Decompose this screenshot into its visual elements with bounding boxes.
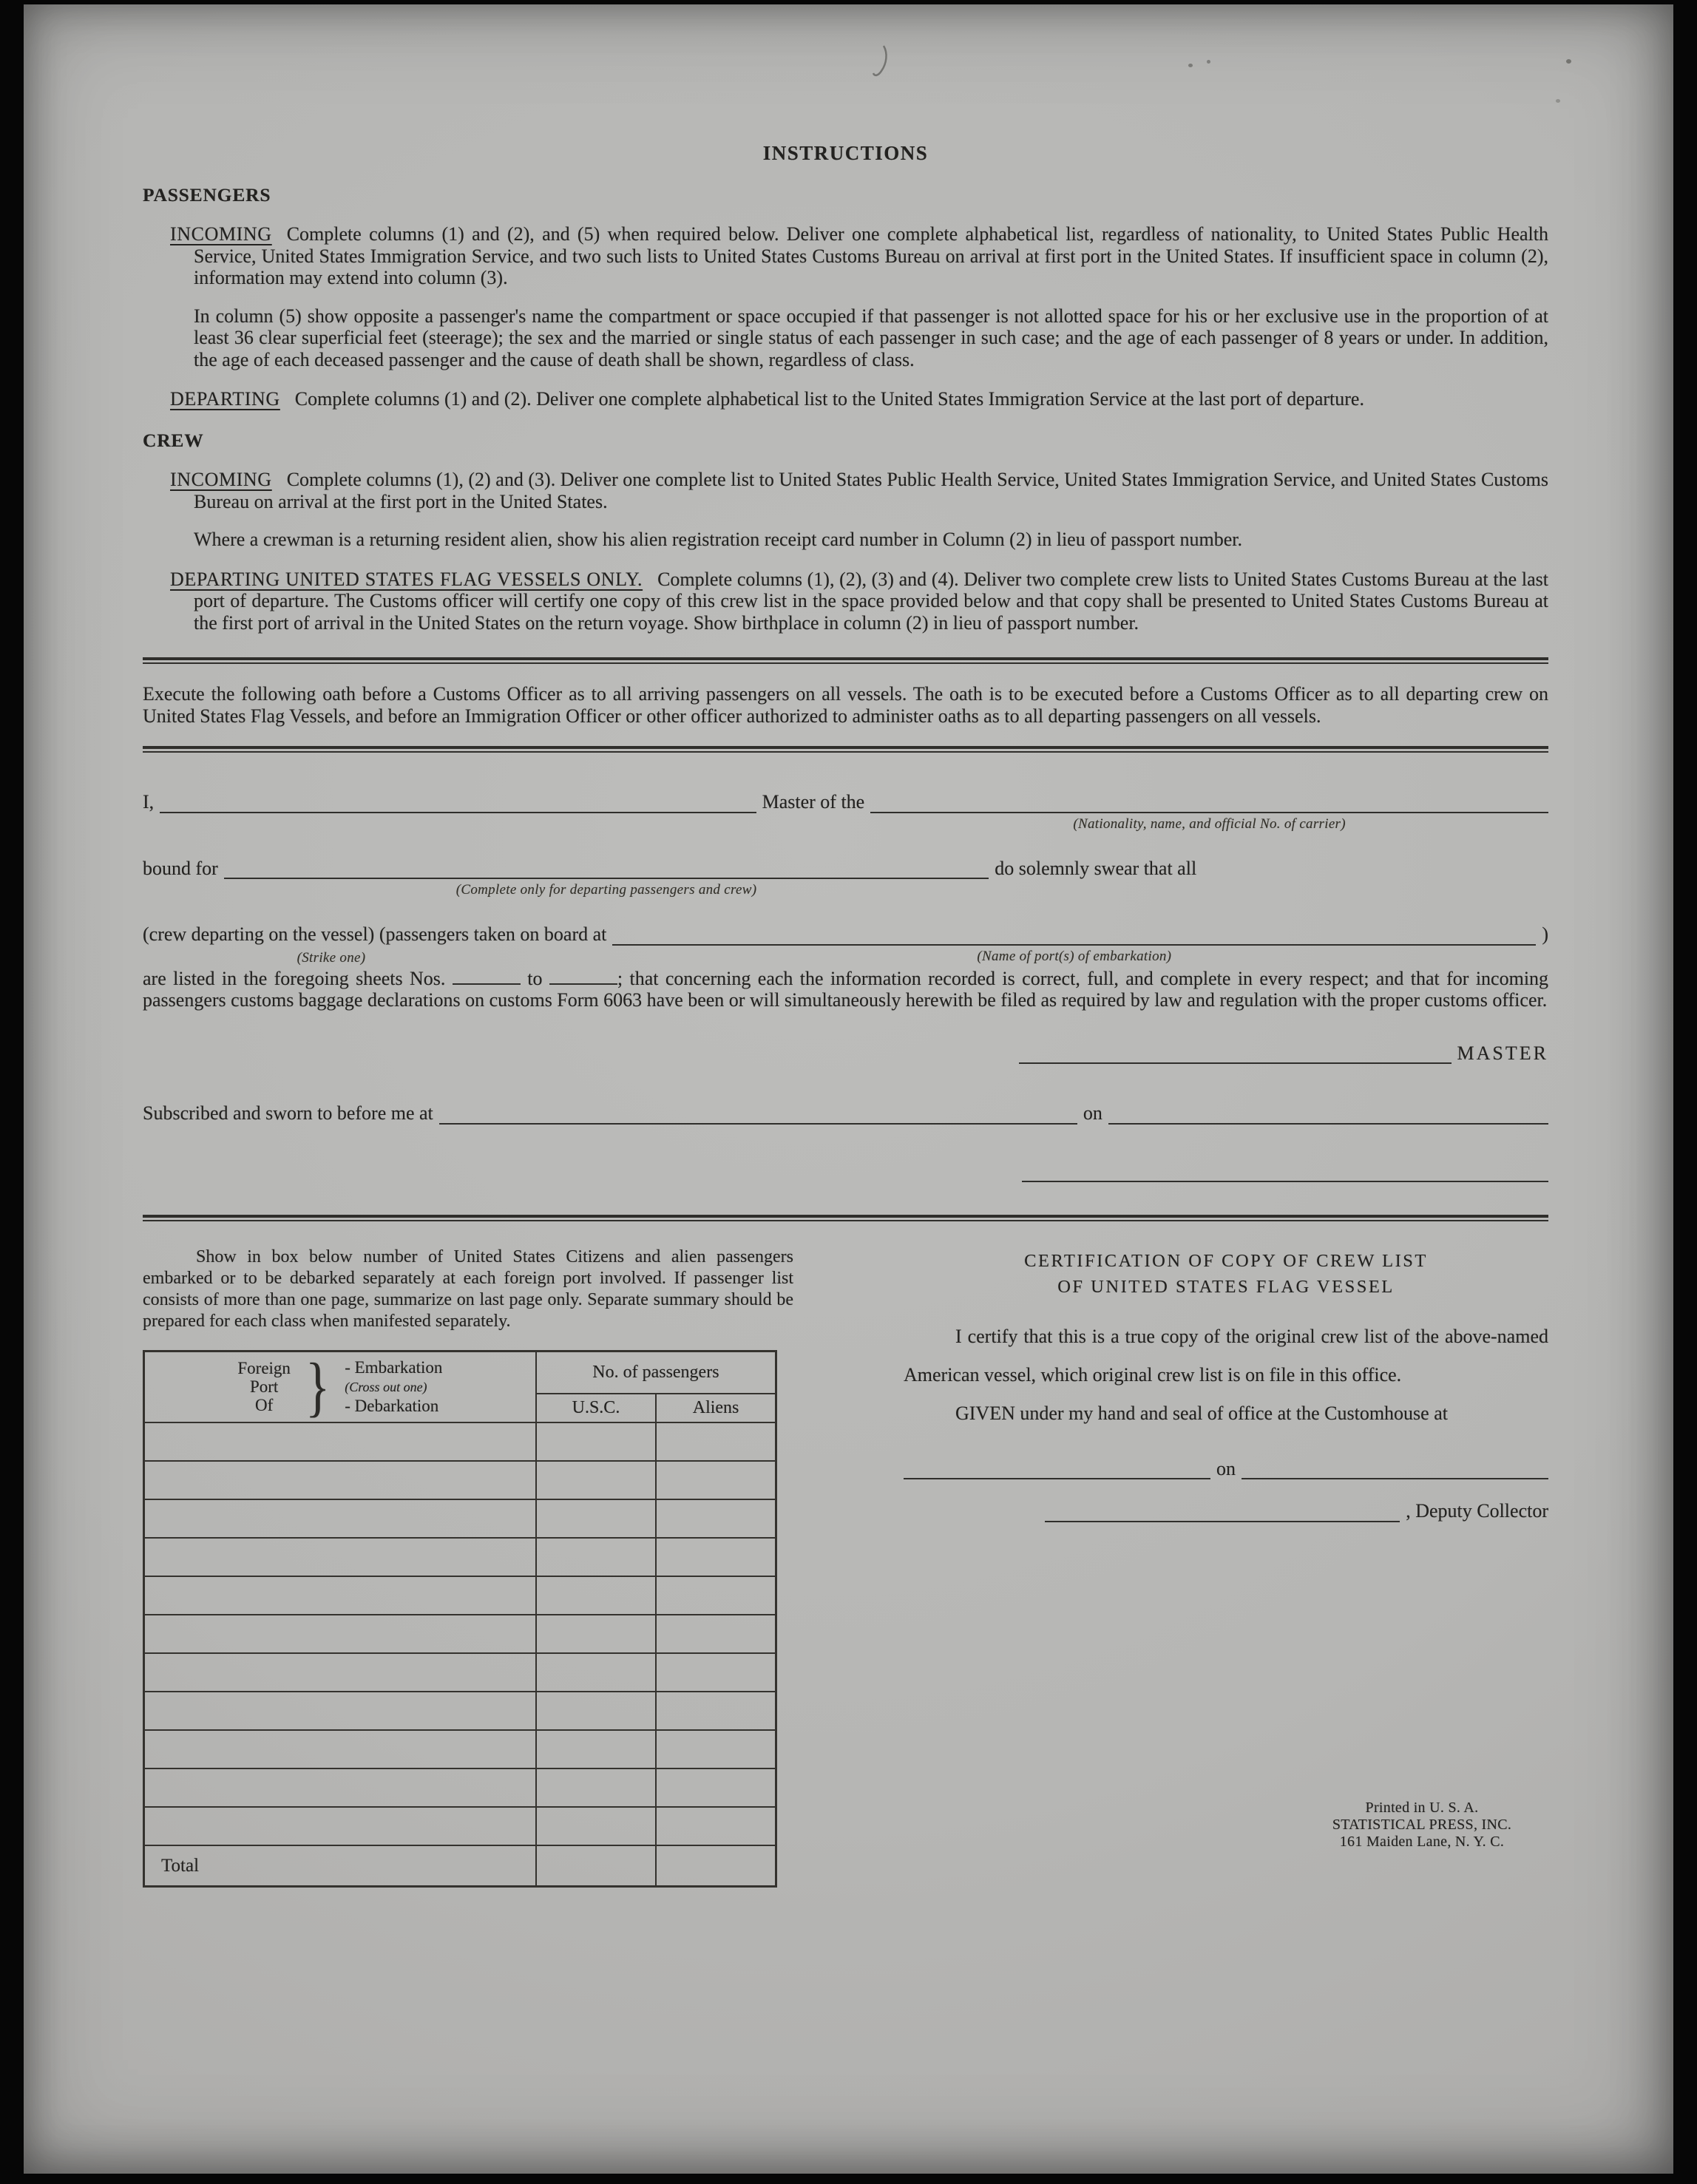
strike-text: (crew departing on the vessel) (passengers taken on board at [143, 923, 607, 945]
foreign-port-header [152, 1349, 528, 1424]
table-cell [536, 1692, 656, 1730]
table-cell [656, 1730, 776, 1768]
table-row [144, 1615, 776, 1653]
carrier-caption: (Nationality, name, and official No. of carrier) [1073, 815, 1346, 832]
customhouse-row [904, 1458, 1548, 1480]
table-cell [536, 1615, 656, 1653]
table-cell [656, 1422, 776, 1461]
bottom-columns [143, 1247, 1548, 1888]
total-label-cell: Total [144, 1845, 536, 1887]
strike-one-caption: (Strike one) [297, 949, 366, 966]
imprint-line1: Printed in U. S. A. [1365, 1799, 1479, 1816]
certify-text: I certify that this is a true copy of the original crew list of the above-named American vessel, which original crew list is on file in this office. [904, 1325, 1548, 1386]
destination-blank [224, 872, 989, 898]
certification-title [904, 1248, 1548, 1300]
subscribed-row [143, 1102, 1548, 1125]
bound-for-label: bound for [143, 857, 218, 879]
passengers-incoming-label: INCOMING [170, 223, 272, 245]
printer-imprint [1300, 1800, 1544, 1851]
oath-instructions: Execute the following oath before a Customs Officer as to all arriving passengers on all vessels. The oath is to be executed before a Customs Officer as to all departing crew on United States Flag Vessels, and before an Immigration Officer or other officer authorized to administer oaths as to all departing passengers on all vessels. [143, 683, 1548, 727]
form-content [143, 4, 1548, 1888]
customhouse-place-blank [904, 1472, 1210, 1479]
scan-speck [1566, 59, 1571, 64]
table-row [144, 1422, 776, 1461]
close-paren: ) [1542, 923, 1548, 945]
master-name-row [143, 791, 1548, 832]
passengers-heading: PASSENGERS [143, 183, 271, 206]
debarkation-label: - Debarkation [345, 1396, 439, 1415]
crew-incoming-label: INCOMING [170, 469, 272, 490]
table-row [144, 1538, 776, 1576]
table-row [144, 1653, 776, 1692]
master-label: MASTER [1457, 1042, 1548, 1064]
embarkation-row [143, 923, 1548, 966]
master-name-blank [160, 806, 756, 813]
table-cell [144, 1692, 536, 1730]
sheet-from-blank [453, 983, 521, 985]
table-cell [144, 1615, 536, 1653]
aliens-column-header: Aliens [656, 1394, 776, 1422]
table-cell [536, 1538, 656, 1576]
table-cell [144, 1538, 536, 1576]
table-cell [536, 1499, 656, 1538]
table-row [144, 1499, 776, 1538]
port-label: Port [249, 1377, 279, 1396]
table-cell [144, 1576, 536, 1615]
table-row [144, 1768, 776, 1807]
imprint-line2: STATISTICAL PRESS, INC. [1332, 1816, 1512, 1833]
sworn-place-blank [439, 1117, 1077, 1125]
deputy-collector-row [904, 1500, 1548, 1522]
of-label: Of [255, 1396, 274, 1414]
table-cell [144, 1461, 536, 1499]
table-cell [656, 1845, 776, 1887]
crew-incoming-text: Complete columns (1), (2) and (3). Deliver one complete list to United States Public Health Service, United States Immigration Service, and United States Customs Bureau on arrival at the first port in the United States. [194, 469, 1548, 512]
bound-for-row [143, 857, 1548, 898]
table-cell [144, 1807, 536, 1845]
brace-glyph: } [305, 1349, 331, 1424]
deputy-collector-label: , Deputy Collector [1406, 1500, 1548, 1522]
form-paper [24, 4, 1673, 2174]
bound-for-caption: (Complete only for departing passengers and crew) [455, 882, 757, 898]
sheets-to-label: to [527, 967, 543, 989]
crew-departing-label: DEPARTING UNITED STATES FLAG VESSELS ONLY. [170, 568, 643, 590]
officer-signature-blank [1022, 1175, 1548, 1182]
table-cell [656, 1576, 776, 1615]
sheets-text-2: ; that concerning each the information recorded is correct, full, and complete in every respect; and that for incoming passengers customs baggage declarations on customs Form 6063 have been or will simultaneously herewith be filed as required by law and regulation with the proper customs officer. [143, 967, 1549, 1011]
table-row [144, 1730, 776, 1768]
page-title: INSTRUCTIONS [762, 142, 929, 164]
deputy-signature-blank [1045, 1515, 1400, 1522]
table-cell [536, 1653, 656, 1692]
crew-departing-text: Complete columns (1), (2), (3) and (4). Deliver two complete crew lists to United States Customs Bureau at the last port of departure. The Customs officer will certify one copy of this crew list in the space provided below and that copy shall be presented to United States Customs Bureau at the first port of arrival in the United States on the return voyage. Show birthplace in column (2) in lieu of passport number. [194, 568, 1548, 634]
table-cell [536, 1768, 656, 1807]
passengers-count-header: No. of passengers [536, 1351, 776, 1394]
passengers-departing-text: Complete columns (1) and (2). Deliver one complete alphabetical list to the United States Immigration Service at the last port of departure. [294, 388, 1364, 410]
table-header-row [144, 1351, 776, 1394]
imprint-line3: 161 Maiden Lane, N. Y. C. [1339, 1833, 1505, 1850]
vessel-name-blank [870, 806, 1548, 832]
certification-title-line2: OF UNITED STATES FLAG VESSEL [1057, 1276, 1395, 1297]
foreign-label: Foreign [237, 1359, 291, 1377]
usc-column-header: U.S.C. [536, 1394, 656, 1422]
table-cell [656, 1615, 776, 1653]
passengers-incoming-text: Complete columns (1) and (2), and (5) when required below. Deliver one complete alphabetical list, regardless of nationality, to United States Public Health Service, United States Immigration Service, and two such lists to United States Customs Bureau on arrival at first port in the United States. If insufficient space in column (2), information may extend into column (3). [194, 223, 1548, 288]
table-cell [536, 1730, 656, 1768]
divider-rule [143, 746, 1548, 753]
embarkation-label: - Embarkation [345, 1357, 443, 1377]
cert-on-label: on [1216, 1457, 1236, 1479]
foreign-port-lines [237, 1359, 291, 1414]
sheets-text-1: are listed in the foregoing sheets Nos. [143, 967, 446, 989]
sworn-date-blank [1108, 1117, 1548, 1125]
table-cell [656, 1653, 776, 1692]
total-row [144, 1845, 776, 1887]
port-summary-note: Show in box below number of United States Citizens and alien passengers embarked or to be debarked separately at each foreign port involved. If passenger list consists of more than one page, summarize on last page only. Separate summary should be prepared for each class when manifested separately. [143, 1247, 793, 1331]
on-label: on [1083, 1102, 1102, 1124]
master-of-label: Master of the [762, 791, 865, 813]
foreign-port-header-cell [144, 1351, 536, 1422]
port-summary-section [143, 1247, 793, 1888]
port-summary-table [143, 1350, 777, 1888]
master-signature-blank [1019, 1057, 1452, 1064]
row-spacer [143, 1175, 1016, 1182]
sheets-statement [143, 968, 1548, 1011]
crew-incoming-note: Where a crewman is a returning resident alien, show his alien registration receipt card number in Column (2) in lieu of passport number. [194, 529, 1243, 550]
master-signature-row [143, 1042, 1548, 1065]
table-cell [144, 1653, 536, 1692]
table-cell [144, 1422, 536, 1461]
embark-ports-blank [612, 938, 1536, 964]
table-cell [144, 1768, 536, 1807]
subscribed-label: Subscribed and sworn to before me at [143, 1102, 433, 1124]
crew-heading: CREW [143, 429, 204, 451]
table-cell [656, 1692, 776, 1730]
table-row [144, 1576, 776, 1615]
table-cell [656, 1538, 776, 1576]
row-spacer [904, 1515, 1039, 1522]
cross-out-one-label: (Cross out one) [345, 1379, 427, 1394]
scan-speck [1556, 99, 1560, 103]
customhouse-date-blank [1242, 1472, 1548, 1479]
certification-title-line1: CERTIFICATION OF COPY OF CREW LIST [1024, 1250, 1428, 1271]
given-text: GIVEN under my hand and seal of office at the Customhouse at [955, 1402, 1448, 1424]
table-cell [144, 1730, 536, 1768]
divider-rule [143, 1215, 1548, 1221]
table-cell [536, 1807, 656, 1845]
table-row [144, 1461, 776, 1499]
divider-rule [143, 657, 1548, 664]
table-cell [536, 1422, 656, 1461]
table-cell [536, 1461, 656, 1499]
embark-debark-lines [345, 1358, 442, 1416]
table-cell [536, 1845, 656, 1887]
table-cell [536, 1576, 656, 1615]
passengers-incoming-paragraph [170, 223, 1548, 289]
passengers-departing-paragraph [170, 388, 1548, 410]
table-cell [144, 1499, 536, 1538]
passengers-departing-label: DEPARTING [170, 388, 280, 410]
port-caption: (Name of port(s) of embarkation) [977, 948, 1172, 964]
sheet-to-blank [549, 983, 617, 985]
table-cell [656, 1768, 776, 1807]
row-spacer [1196, 872, 1548, 879]
swear-text: do solemnly swear that all [995, 857, 1197, 879]
table-row [144, 1692, 776, 1730]
passengers-incoming-note: In column (5) show opposite a passenger's name the compartment or space occupied if that passenger is not allotted space for his or her exclusive use in the proportion of at least 36 clear superficial feet (steerage); the sex and the married or single status of each passenger in such case; and the age of each passenger of 8 years or under. In addition, the age of each deceased passenger and the cause of death shall be shown, regardless of class. [194, 305, 1548, 370]
table-cell [656, 1807, 776, 1845]
officer-signature-row [143, 1175, 1548, 1182]
crew-incoming-paragraph [170, 469, 1548, 512]
table-cell [656, 1499, 776, 1538]
certification-section [904, 1247, 1548, 1888]
i-label: I, [143, 791, 155, 813]
table-cell [656, 1461, 776, 1499]
crew-departing-paragraph [170, 568, 1548, 634]
row-spacer [143, 1057, 1013, 1064]
table-row [144, 1807, 776, 1845]
